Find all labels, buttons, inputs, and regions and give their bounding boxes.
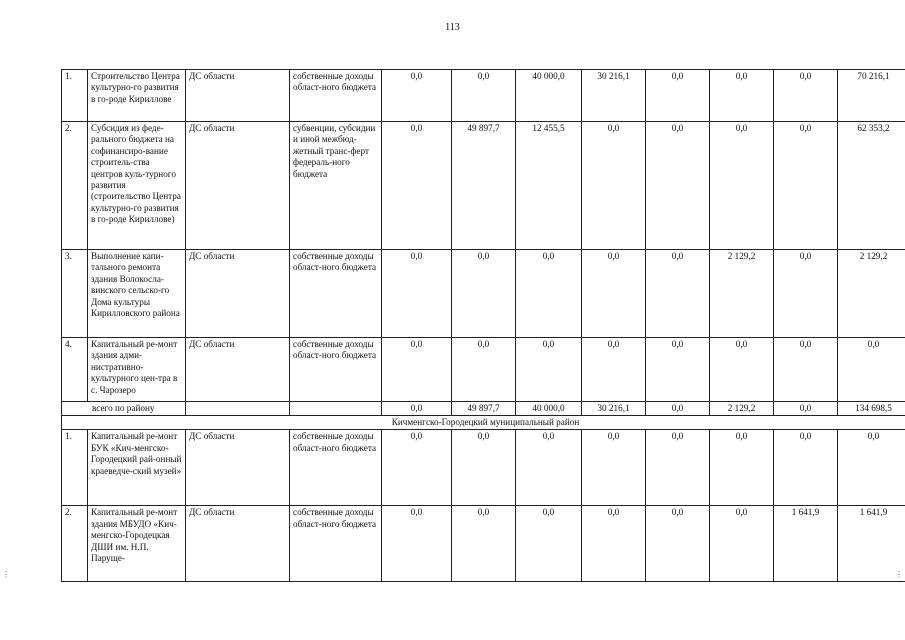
value-cell: 0,0 — [452, 506, 516, 582]
row-index: 3. — [62, 250, 88, 338]
value-cell: 0,0 — [516, 250, 582, 338]
funding-source: собственные доходы област-ного бюджета — [290, 250, 382, 338]
funding-source: собственные доходы област-ного бюджета — [290, 430, 382, 506]
value-cell: 0,0 — [710, 122, 774, 250]
value-cell: 0,0 — [452, 430, 516, 506]
section-row — [62, 416, 905, 430]
row-total: 2 129,2 — [838, 250, 905, 338]
budget-table — [61, 69, 905, 582]
value-cell: 0,0 — [710, 506, 774, 582]
total-value: 0,0 — [774, 402, 838, 416]
row-total: 1 641,9 — [838, 506, 905, 582]
total-row — [62, 402, 905, 416]
total-value: 0,0 — [382, 402, 452, 416]
value-cell: 0,0 — [382, 122, 452, 250]
row-index: 1. — [62, 430, 88, 506]
row-index: 4. — [62, 338, 88, 402]
value-cell: 0,0 — [516, 338, 582, 402]
table-row — [62, 506, 905, 582]
event-name: Капитальный ре-монт здания МБУДО «Кич-менгско-Городецкая ДШИ им. Н.П. Паруще- — [88, 506, 186, 582]
value-cell: 0,0 — [774, 70, 838, 122]
value-cell: 0,0 — [774, 430, 838, 506]
total-value: 134 698,5 — [838, 402, 905, 416]
value-cell: 0,0 — [382, 430, 452, 506]
value-cell: 0,0 — [382, 250, 452, 338]
value-cell: 30 216,1 — [582, 70, 646, 122]
total-value: 0,0 — [646, 402, 710, 416]
value-cell: 12 455,5 — [516, 122, 582, 250]
value-cell: 0,0 — [710, 338, 774, 402]
value-cell: 0,0 — [452, 70, 516, 122]
row-index: 2. — [62, 122, 88, 250]
table-row — [62, 430, 905, 506]
executor: ДС области — [186, 338, 290, 402]
value-cell: 0,0 — [646, 506, 710, 582]
total-value: 2 129,2 — [710, 402, 774, 416]
value-cell: 0,0 — [710, 430, 774, 506]
value-cell: 2 129,2 — [710, 250, 774, 338]
value-cell: 1 641,9 — [774, 506, 838, 582]
event-name: Строительство Центра культурно-го развития в го-роде Кириллове — [88, 70, 186, 122]
row-total: 62 353,2 — [838, 122, 905, 250]
event-name: Субсидия из феде-рального бюджета на софинансиро-вание строитель-ства центров куль-турного развития (строительство Центра культурно-го развития в го-роде Кириллове) — [88, 122, 186, 250]
row-index: 2. — [62, 506, 88, 582]
value-cell: 0,0 — [452, 250, 516, 338]
row-total: 70 216,1 — [838, 70, 905, 122]
total-value: 30 216,1 — [582, 402, 646, 416]
margin-mark-right: ⋮ — [895, 570, 903, 579]
value-cell: 0,0 — [582, 506, 646, 582]
table-row — [62, 122, 905, 250]
executor: ДС области — [186, 122, 290, 250]
value-cell: 0,0 — [582, 338, 646, 402]
value-cell: 0,0 — [382, 506, 452, 582]
value-cell: 0,0 — [774, 250, 838, 338]
value-cell: 0,0 — [646, 70, 710, 122]
funding-source: собственные доходы област-ного бюджета — [290, 70, 382, 122]
event-name: Выполнение капи-тального ремонта здания Волокосла-винского сельско-го Дома культуры Кирилловского района — [88, 250, 186, 338]
section-title: Кичменгско-Городецкий муниципальный район — [62, 416, 905, 430]
total-value: 49 897,7 — [452, 402, 516, 416]
executor: ДС области — [186, 430, 290, 506]
margin-mark-left: ⋮ — [2, 570, 10, 579]
funding-source: субвенции, субсидии и иной межбюд-жетный транс-ферт федераль-ного бюджета — [290, 122, 382, 250]
value-cell: 0,0 — [382, 70, 452, 122]
value-cell: 49 897,7 — [452, 122, 516, 250]
value-cell: 0,0 — [582, 122, 646, 250]
event-name: Капитальный ре-монт БУК «Кич-менгско-Городецкий рай-онный краеведче-ский музей» — [88, 430, 186, 506]
row-index: 1. — [62, 70, 88, 122]
table-row — [62, 70, 905, 122]
executor: ДС области — [186, 250, 290, 338]
value-cell: 0,0 — [516, 506, 582, 582]
value-cell: 0,0 — [646, 250, 710, 338]
value-cell: 0,0 — [452, 338, 516, 402]
row-total: 0,0 — [838, 430, 905, 506]
executor: ДС области — [186, 70, 290, 122]
value-cell: 0,0 — [710, 70, 774, 122]
total-label: всего по району — [62, 402, 186, 416]
funding-source: собственные доходы област-ного бюджета — [290, 506, 382, 582]
value-cell: 40 000,0 — [516, 70, 582, 122]
row-total: 0,0 — [838, 338, 905, 402]
executor: ДС области — [186, 506, 290, 582]
page-number: 113 — [445, 22, 460, 33]
value-cell: 0,0 — [516, 430, 582, 506]
total-source — [290, 402, 382, 416]
event-name: Капитальный ре-монт здания адми-нистративно-культурного цен-тра в с. Чарозеро — [88, 338, 186, 402]
value-cell: 0,0 — [582, 430, 646, 506]
total-executor — [186, 402, 290, 416]
value-cell: 0,0 — [382, 338, 452, 402]
value-cell: 0,0 — [774, 338, 838, 402]
value-cell: 0,0 — [582, 250, 646, 338]
value-cell: 0,0 — [646, 122, 710, 250]
funding-source: собственные доходы област-ного бюджета — [290, 338, 382, 402]
table-row — [62, 250, 905, 338]
value-cell: 0,0 — [774, 122, 838, 250]
table-row — [62, 338, 905, 402]
value-cell: 0,0 — [646, 430, 710, 506]
total-value: 40 000,0 — [516, 402, 582, 416]
value-cell: 0,0 — [646, 338, 710, 402]
